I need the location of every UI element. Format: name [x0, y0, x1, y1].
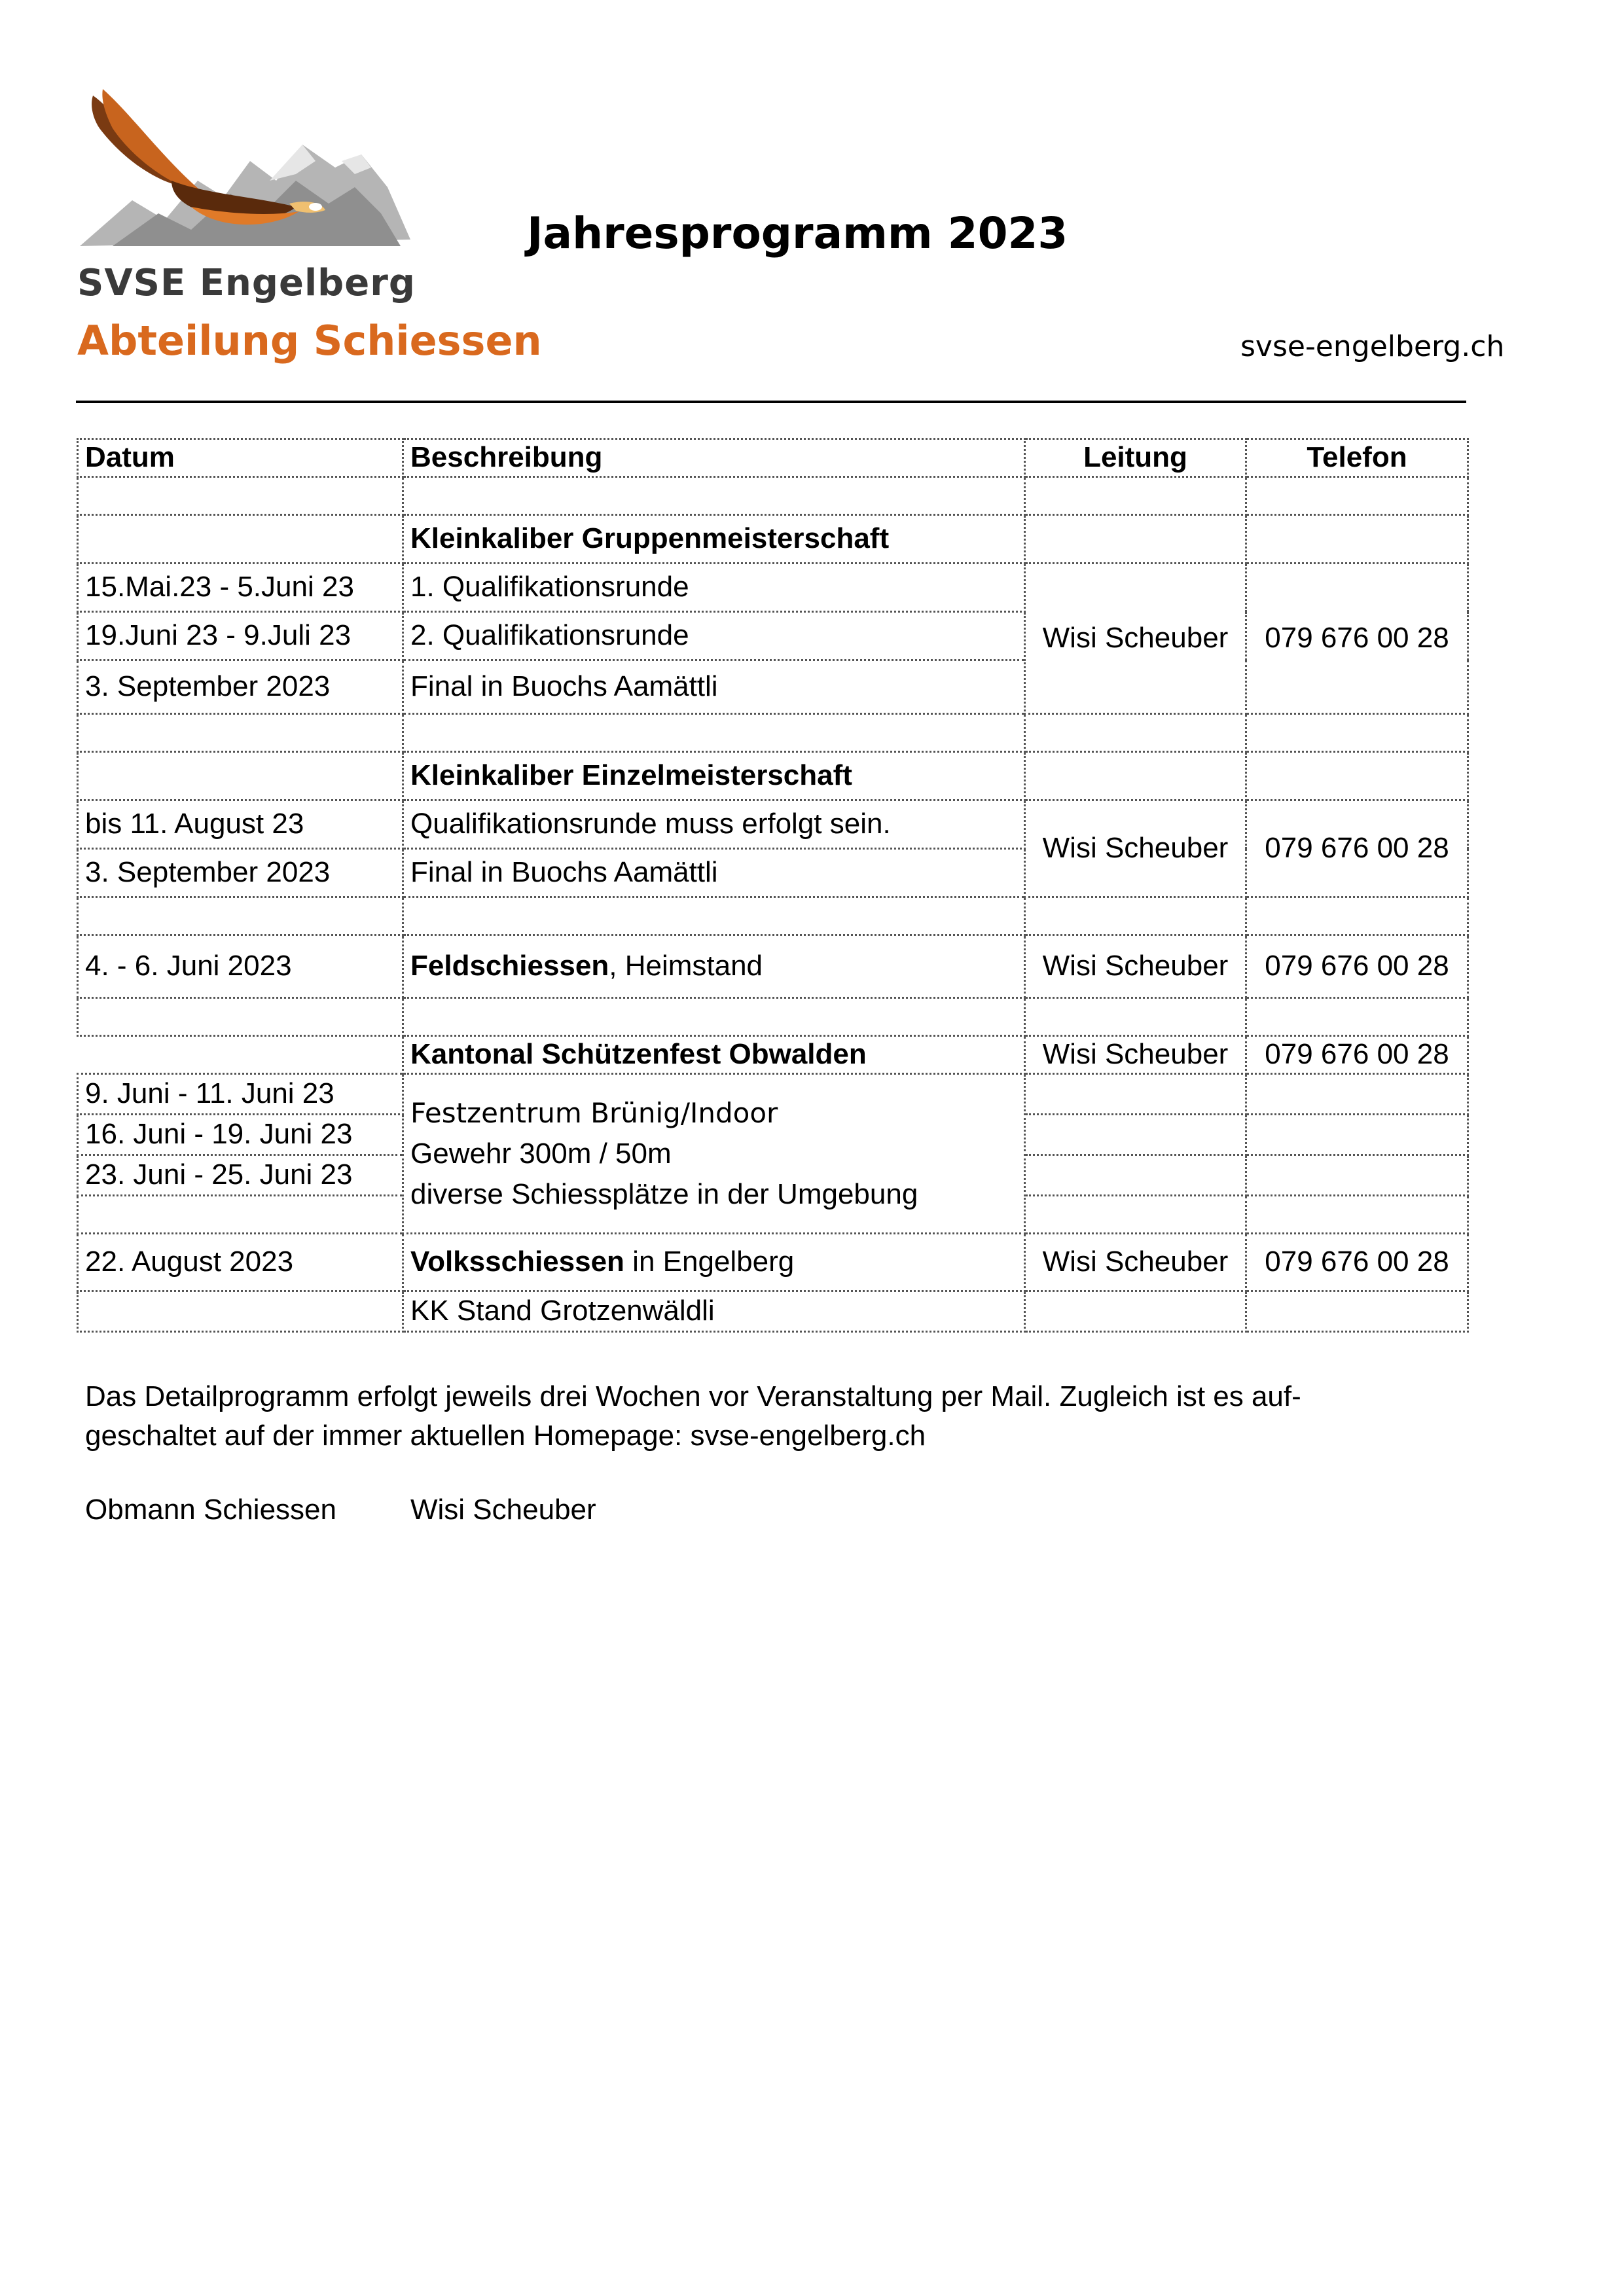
website-link[interactable]: svse-engelberg.ch	[1240, 330, 1505, 363]
event-leader: Wisi Scheuber	[1025, 935, 1246, 998]
page-title: Jahresprogramm 2023	[527, 208, 1068, 259]
event-title-suffix: in Engelberg	[624, 1246, 795, 1278]
table-row	[78, 564, 1468, 612]
event-leader: Wisi Scheuber	[1025, 564, 1246, 714]
event-date: 9. Juni - 11. Juni 23	[78, 1074, 403, 1115]
table-row	[78, 935, 1468, 998]
header-divider	[76, 401, 1466, 403]
event-date: 16. Juni - 19. Juni 23	[78, 1115, 403, 1155]
event-date: 3. September 2023	[78, 849, 403, 897]
table-row	[78, 1074, 1468, 1115]
logo-graphic	[73, 82, 414, 259]
table-header-row	[78, 439, 1468, 477]
event-title: Feldschiessen	[410, 950, 609, 982]
event-location: KK Stand Grotzenwäldli	[403, 1291, 1025, 1332]
event-detail: Gewehr 300m / 50m	[410, 1137, 672, 1170]
section-heading: Kantonal Schützenfest Obwalden	[403, 1036, 1025, 1074]
table-row	[78, 800, 1468, 849]
spacer-row	[78, 477, 1468, 515]
event-phone: 079 676 00 28	[1246, 1234, 1468, 1291]
event-description: Final in Buochs Aamättli	[403, 849, 1025, 897]
event-date: 22. August 2023	[78, 1234, 403, 1291]
spacer-row	[78, 897, 1468, 935]
event-phone: 079 676 00 28	[1246, 1036, 1468, 1074]
table-row	[78, 1036, 1468, 1074]
event-description	[403, 935, 1025, 998]
signoff-name: Wisi Scheuber	[410, 1494, 596, 1526]
event-description: 2. Qualifikationsrunde	[403, 612, 1025, 660]
department-title: Abteilung Schiessen	[77, 317, 542, 365]
column-header-leitung: Leitung	[1025, 439, 1246, 477]
event-leader: Wisi Scheuber	[1025, 800, 1246, 897]
event-date: 19.Juni 23 - 9.Juli 23	[78, 612, 403, 660]
event-date: 3. September 2023	[78, 660, 403, 714]
section-heading: Kleinkaliber Gruppenmeisterschaft	[403, 515, 1025, 564]
event-date: 4. - 6. Juni 2023	[78, 935, 403, 998]
event-description: Final in Buochs Aamättli	[403, 660, 1025, 714]
event-detail: Festzentrum Brünig/Indoor	[410, 1096, 778, 1129]
event-date: 15.Mai.23 - 5.Juni 23	[78, 564, 403, 612]
event-detail: diverse Schiessplätze in der Umgebung	[410, 1177, 918, 1210]
footer-note	[85, 1377, 1394, 1456]
column-header-telefon: Telefon	[1246, 439, 1468, 477]
event-date: 23. Juni - 25. Juni 23	[78, 1155, 403, 1196]
table-row	[78, 1234, 1468, 1291]
footer-note-line: geschaltet auf der immer aktuellen Homepage: svse-engelberg.ch	[85, 1420, 926, 1452]
event-description	[403, 1234, 1025, 1291]
table-row	[78, 515, 1468, 564]
program-table	[77, 438, 1469, 1333]
section-heading: Kleinkaliber Einzelmeisterschaft	[403, 752, 1025, 800]
event-phone: 079 676 00 28	[1246, 935, 1468, 998]
event-phone: 079 676 00 28	[1246, 564, 1468, 714]
spacer-row	[78, 998, 1468, 1036]
event-details	[403, 1074, 1025, 1234]
event-leader: Wisi Scheuber	[1025, 1234, 1246, 1291]
event-description: 1. Qualifikationsrunde	[403, 564, 1025, 612]
column-header-datum: Datum	[78, 439, 403, 477]
event-leader: Wisi Scheuber	[1025, 1036, 1246, 1074]
table-row	[78, 1291, 1468, 1332]
event-phone: 079 676 00 28	[1246, 800, 1468, 897]
signoff-label: Obmann Schiessen	[85, 1494, 336, 1526]
footer-note-line: Das Detailprogramm erfolgt jeweils drei Wochen vor Veranstaltung per Mail. Zugleich ist es auf-	[85, 1380, 1301, 1412]
event-date: bis 11. August 23	[78, 800, 403, 849]
org-name: SVSE Engelberg	[77, 262, 416, 304]
eagle-over-mountains-logo	[73, 82, 414, 259]
spacer-row	[78, 714, 1468, 752]
event-title: Volksschiessen	[410, 1246, 624, 1278]
event-description: Qualifikationsrunde muss erfolgt sein.	[403, 800, 1025, 849]
event-title-suffix: , Heimstand	[609, 950, 763, 982]
column-header-beschreibung: Beschreibung	[403, 439, 1025, 477]
table-row	[78, 752, 1468, 800]
